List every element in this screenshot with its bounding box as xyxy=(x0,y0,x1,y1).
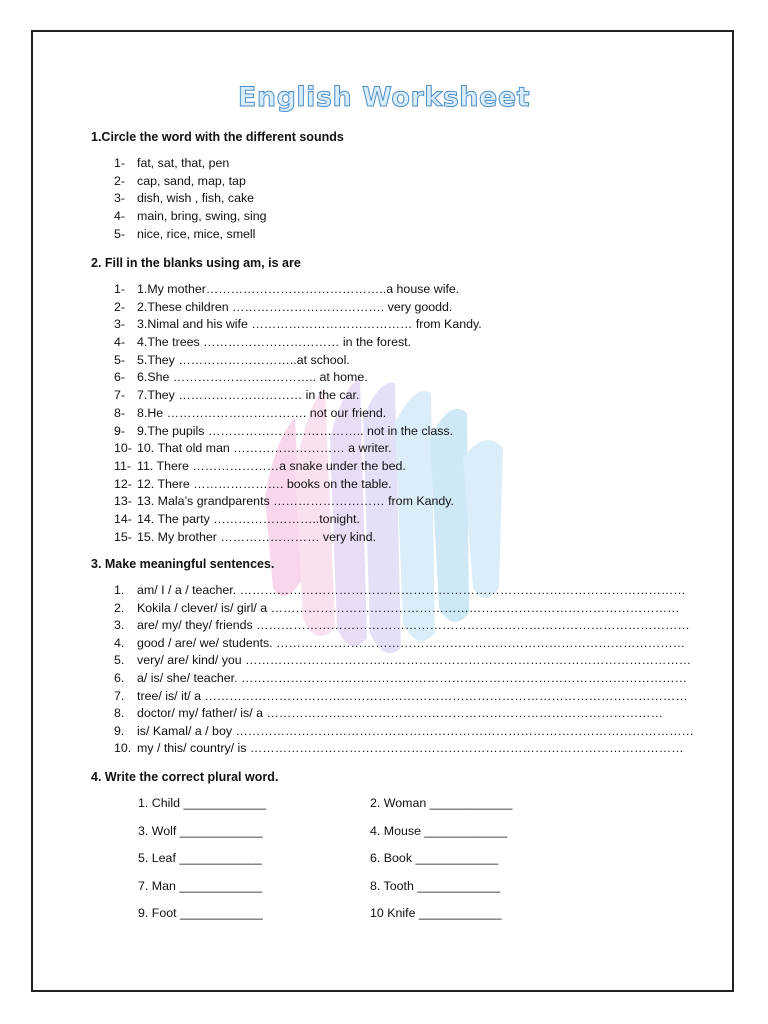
item-number: 5. xyxy=(114,653,125,668)
item-number: 1- xyxy=(114,282,126,296)
item-number: 15- xyxy=(114,529,132,544)
item-text: 11. There …………………a snake under the bed. xyxy=(137,458,406,473)
item-number: 4- xyxy=(114,209,126,224)
plural-item: 6. Book ____________ xyxy=(370,851,499,865)
item-number: 2- xyxy=(114,299,126,314)
plural-item: 2. Woman ____________ xyxy=(370,796,513,810)
plural-row xyxy=(138,906,558,934)
item-text: are/ my/ they/ friends …………………………………………………………………………………………… xyxy=(137,618,690,633)
item-text: my / this/ country/ is …………………………………………………………………………………………… xyxy=(137,741,684,756)
section3-heading: 3. Make meaningful sentences. xyxy=(91,557,275,571)
plural-item: 9. Foot ____________ xyxy=(138,906,263,920)
item-number: 4. xyxy=(114,635,125,650)
item-text: main, bring, swing, sing xyxy=(137,209,267,224)
item-number: 5- xyxy=(114,352,126,367)
item-number: 3- xyxy=(114,191,126,206)
item-text: 13. Mala’s grandparents ……………………… from Kandy. xyxy=(137,494,454,509)
plural-row xyxy=(138,879,558,907)
item-text: 6.She …………………………….. at home. xyxy=(137,370,368,385)
item-text: Kokila / clever/ is/ girl/ a ……………………………………………………………………………………… xyxy=(137,600,680,615)
plural-item: 5. Leaf ____________ xyxy=(138,851,263,865)
item-number: 9- xyxy=(114,423,126,438)
item-text: doctor/ my/ father/ is/ a …………………………………………………………………………………… xyxy=(137,706,663,721)
item-number: 14- xyxy=(114,511,132,526)
plural-item: 7. Man ____________ xyxy=(138,878,263,893)
item-number: 6- xyxy=(114,370,126,385)
item-number: 10- xyxy=(114,441,132,456)
item-number: 3. xyxy=(114,618,125,633)
item-number: 6. xyxy=(114,670,125,685)
item-text: 5.They ………………………..at school. xyxy=(137,352,350,367)
plural-item: 4. Mouse ____________ xyxy=(370,823,508,838)
plural-row xyxy=(138,796,558,824)
item-number: 12- xyxy=(114,476,132,491)
section4-heading: 4. Write the correct plural word. xyxy=(91,770,279,784)
plural-row xyxy=(138,851,558,879)
item-text: is/ Kamal/ a / boy ………………………………………………………………………………………………… xyxy=(137,723,694,738)
item-number: 10. xyxy=(114,741,132,756)
item-text: 8.He ……………………………. not our friend. xyxy=(137,405,387,420)
item-text: tree/ is/ it/ a ……………………………………………………………………………………………………… xyxy=(137,688,688,703)
item-number: 3- xyxy=(114,317,126,332)
item-text: very/ are/ kind/ you ……………………………………………………………………………………………… xyxy=(137,653,692,668)
item-text: dish, wish , fish, cake xyxy=(137,191,255,206)
item-number: 11- xyxy=(114,458,131,473)
item-text: am/ I / a / teacher. ……………………………………………………………………………………………… xyxy=(137,583,686,597)
item-text: nice, rice, mice, smell xyxy=(137,226,256,241)
plural-grid xyxy=(138,796,558,934)
item-text: good / are/ we/ students. ……………………………………………………………………………………… xyxy=(137,635,686,650)
page-title: English Worksheet xyxy=(237,82,531,113)
plural-item: 10 Knife ____________ xyxy=(370,906,502,920)
item-number: 1. xyxy=(114,583,125,597)
item-number: 8. xyxy=(114,706,125,721)
section2-heading: 2. Fill in the blanks using am, is are xyxy=(91,256,301,270)
item-number: 2. xyxy=(114,600,125,615)
item-text: 7.They ………………………… in the car. xyxy=(137,388,360,403)
plural-item: 3. Wolf ____________ xyxy=(138,823,263,838)
item-number: 8- xyxy=(114,405,126,420)
plural-item: 1. Child ____________ xyxy=(138,796,267,810)
item-number: 9. xyxy=(114,723,125,738)
item-text: 14. The party ……………………..tonight. xyxy=(137,511,360,526)
item-number: 7. xyxy=(114,688,125,703)
item-number: 1- xyxy=(114,156,126,170)
item-text: cap, sand, map, tap xyxy=(137,173,246,188)
item-text: 3.Nimal and his wife ………………………………… from Kandy. xyxy=(137,317,482,332)
item-text: 12. There …………………. books on the table. xyxy=(137,476,392,491)
item-number: 7- xyxy=(114,388,126,403)
item-text: 10. That old man ……………………… a writer. xyxy=(137,441,392,456)
item-text: 9.The pupils ……………………………….. not in the class. xyxy=(137,423,454,438)
item-number: 4- xyxy=(114,335,126,350)
section1-heading: 1.Circle the word with the different sounds xyxy=(91,130,344,144)
item-text: fat, sat, that, pen xyxy=(137,156,230,170)
item-number: 2- xyxy=(114,173,126,188)
item-text: 1.My mother……………………………………..a house wife. xyxy=(137,282,460,296)
item-text: a/ is/ she/ teacher. ……………………………………………………………………………………………… xyxy=(137,670,688,685)
item-number: 5- xyxy=(114,226,126,241)
item-number: 13- xyxy=(114,494,132,509)
plural-item: 8. Tooth ____________ xyxy=(370,878,500,893)
item-text: 15. My brother …………………… very kind. xyxy=(137,529,376,544)
plural-row xyxy=(138,824,558,852)
item-text: 2.These children ………………………………. very goodd. xyxy=(137,299,453,314)
item-text: 4.The trees …………………………… in the forest. xyxy=(137,335,412,350)
